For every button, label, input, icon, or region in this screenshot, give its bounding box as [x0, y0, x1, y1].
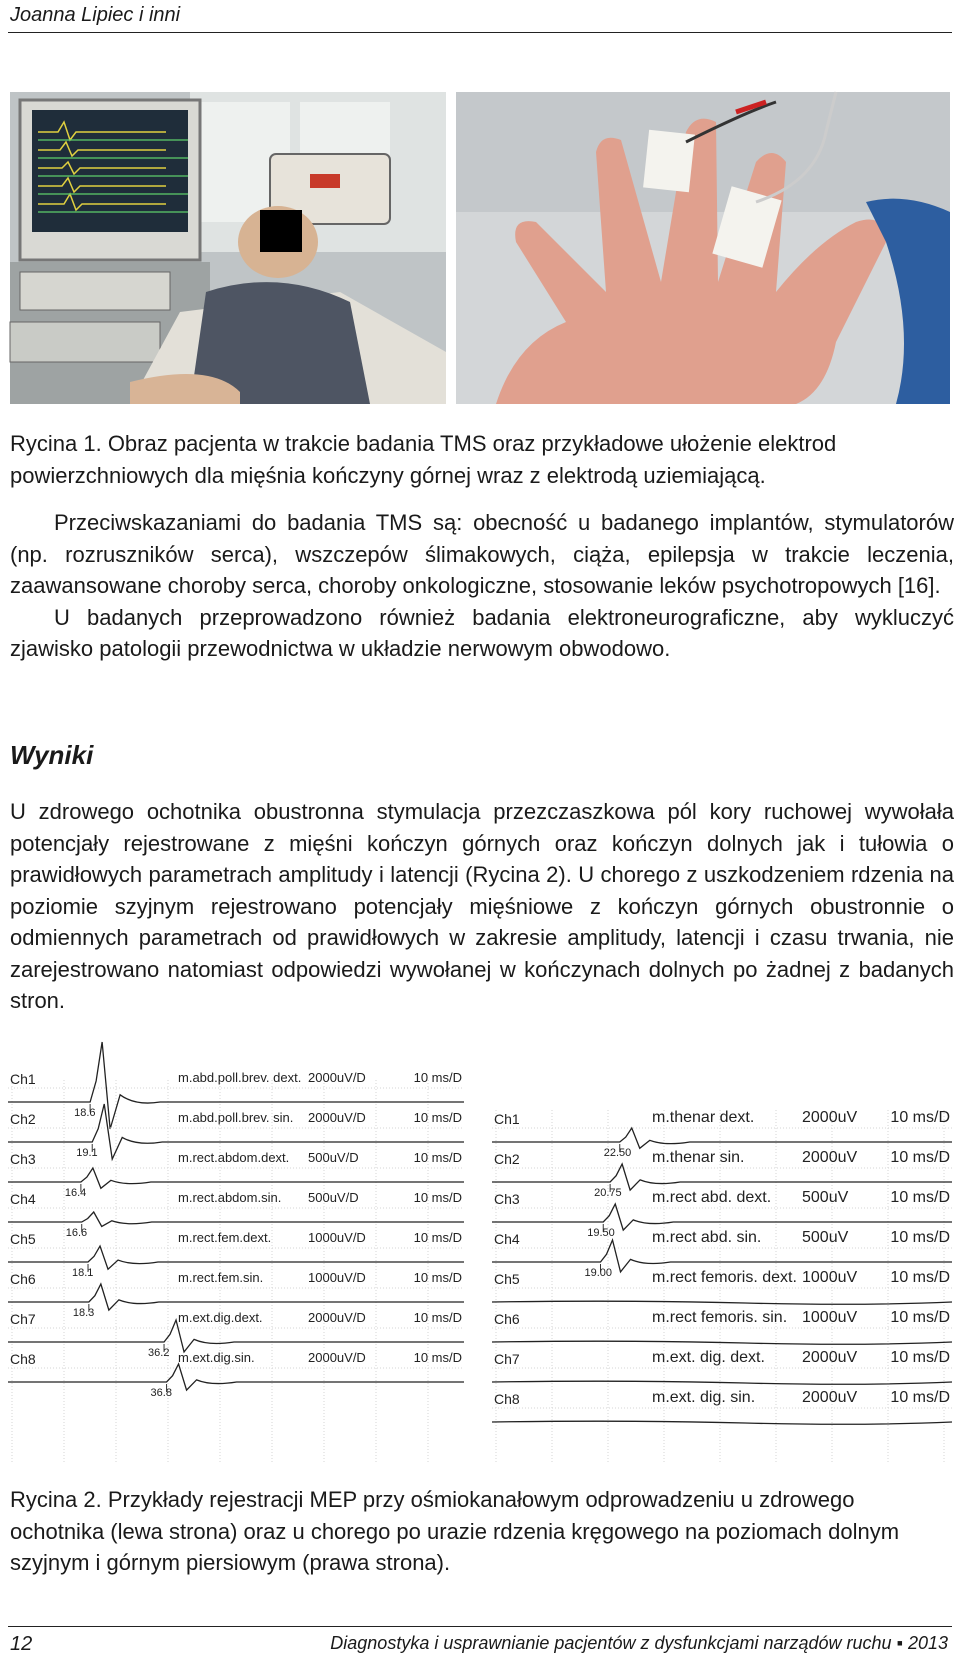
- mep-trace: [8, 1246, 464, 1269]
- timebase-label: 10 ms/D: [413, 1350, 462, 1365]
- gain-label: 1000uV/D: [308, 1270, 366, 1285]
- mep-right-recording: [492, 1110, 952, 1462]
- gain-label: 500uV/D: [308, 1190, 359, 1205]
- muscle-label: m.thenar sin.: [652, 1149, 745, 1166]
- latency-label: 18.6: [74, 1107, 96, 1119]
- timebase-label: 10 ms/D: [890, 1389, 950, 1406]
- channel-label: Ch3: [494, 1191, 520, 1207]
- muscle-label: m.rect.fem.sin.: [178, 1270, 264, 1285]
- timebase-label: 10 ms/D: [890, 1189, 950, 1206]
- timebase-label: 10 ms/D: [413, 1310, 462, 1325]
- latency-label: 36.8: [150, 1387, 172, 1399]
- muscle-label: m.rect.abdom.dext.: [178, 1150, 290, 1165]
- channel-5: [492, 1269, 952, 1304]
- channel-8: [492, 1389, 952, 1424]
- mep-trace: [492, 1128, 952, 1148]
- running-footer: [8, 1626, 952, 1657]
- body-text-2: [10, 796, 954, 1017]
- gain-label: 2000uV: [802, 1149, 858, 1166]
- gain-label: 1000uV/D: [308, 1230, 366, 1245]
- timebase-label: 10 ms/D: [890, 1349, 950, 1366]
- channel-label: Ch8: [494, 1391, 520, 1407]
- paragraph-electroneurography: U badanych przeprowadzono również badania elektroneurograficzne, aby wykluczyć zjawisko patologii przewodnictwa w układzie nerwowym obwodowo.: [10, 604, 954, 661]
- timebase-label: 10 ms/D: [890, 1109, 950, 1126]
- latency-label: 16.4: [64, 1187, 87, 1199]
- mep-trace: [492, 1301, 952, 1304]
- mep-trace: [8, 1212, 464, 1227]
- gain-label: 1000uV: [802, 1309, 858, 1326]
- patient-photo: [10, 92, 446, 404]
- muscle-label: m.ext.dig.sin.: [178, 1350, 255, 1365]
- header-authors: Joanna Lipiec i inni: [10, 4, 181, 26]
- timebase-label: 10 ms/D: [890, 1229, 950, 1246]
- channel-8: [8, 1350, 464, 1399]
- latency-label: 18.1: [72, 1267, 94, 1279]
- channel-label: Ch6: [494, 1311, 520, 1327]
- muscle-label: m.rect.fem.dext.: [178, 1230, 272, 1245]
- channel-label: Ch8: [10, 1351, 36, 1367]
- muscle-label: m.thenar dext.: [652, 1109, 755, 1126]
- gain-label: 2000uV: [802, 1109, 858, 1126]
- channel-label: Ch4: [494, 1231, 520, 1247]
- gain-label: 2000uV: [802, 1349, 858, 1366]
- latency-label: 22.50: [603, 1147, 632, 1159]
- muscle-label: m.abd.poll.brev. dext.: [178, 1070, 302, 1085]
- timebase-label: 10 ms/D: [890, 1149, 950, 1166]
- channel-label: Ch6: [10, 1271, 36, 1287]
- mep-left-recording: [8, 1070, 464, 1462]
- channel-label: Ch5: [494, 1271, 520, 1287]
- latency-label: 19.50: [587, 1227, 615, 1239]
- muscle-label: m.rect femoris. dext.: [652, 1269, 797, 1286]
- channel-label: Ch1: [10, 1071, 36, 1087]
- timebase-label: 10 ms/D: [890, 1309, 950, 1326]
- timebase-label: 10 ms/D: [890, 1269, 950, 1286]
- mep-trace: [492, 1421, 952, 1424]
- gain-label: 500uV: [802, 1229, 849, 1246]
- page-number: 12: [10, 1633, 33, 1655]
- timebase-label: 10 ms/D: [413, 1070, 462, 1085]
- latency-label: 20.75: [594, 1187, 622, 1199]
- muscle-label: m.rect femoris. sin.: [652, 1309, 788, 1326]
- channel-label: Ch5: [10, 1231, 36, 1247]
- paragraph-results: U zdrowego ochotnika obustronna stymulacja przezczaszkowa pól kory ruchowej wywołała potencjały rejestrowane z mięśni kończyn górnych oraz kończyn dolnych jak i tułowia o prawidłowych parametrach amplitudy i latencji (Rycina 2). U chorego z uszkodzeniem rdzenia na poziomie szyjnym rejestrowano potencjały mięśniowe z kończyn górnych obustronnie o odmiennych parametrach od prawidłowych w zakresie amplitudy, latencji i czasu trwania, nie zarejestrowano natomiast odpowiedzi wywołanej w kończynach dolnych po żadnej z badanych stron.: [10, 799, 954, 1013]
- body-text-1: [10, 507, 954, 665]
- gain-label: 2000uV/D: [308, 1350, 366, 1365]
- muscle-label: m.abd.poll.brev. sin.: [178, 1110, 294, 1125]
- patient-photo-illustration: [10, 92, 446, 404]
- timebase-label: 10 ms/D: [413, 1230, 462, 1245]
- channel-label: Ch2: [10, 1111, 36, 1127]
- gain-label: 2000uV/D: [308, 1070, 366, 1085]
- channel-label: Ch4: [10, 1191, 36, 1207]
- gain-label: 2000uV/D: [308, 1310, 366, 1325]
- mep-right-panel: [492, 1110, 952, 1462]
- timebase-label: 10 ms/D: [413, 1110, 462, 1125]
- muscle-label: m.ext.dig.dext.: [178, 1310, 263, 1325]
- gain-label: 2000uV/D: [308, 1110, 366, 1125]
- latency-label: 18.3: [72, 1307, 95, 1319]
- muscle-label: m.ext. dig. dext.: [652, 1349, 765, 1366]
- hand-electrodes-photo: [456, 92, 950, 404]
- gain-label: 2000uV: [802, 1389, 858, 1406]
- hand-photo-illustration: [456, 92, 950, 404]
- mep-trace: [492, 1341, 952, 1344]
- timebase-label: 10 ms/D: [413, 1270, 462, 1285]
- latency-label: 19.00: [584, 1267, 613, 1279]
- mep-trace: [492, 1381, 952, 1384]
- channel-label: Ch7: [10, 1311, 36, 1327]
- running-header: [8, 0, 952, 33]
- timebase-label: 10 ms/D: [413, 1190, 462, 1205]
- channel-label: Ch3: [10, 1151, 36, 1167]
- channel-label: Ch2: [494, 1151, 520, 1167]
- channel-label: Ch1: [494, 1111, 520, 1127]
- gain-label: 500uV/D: [308, 1150, 359, 1165]
- muscle-label: m.rect.abdom.sin.: [178, 1190, 282, 1205]
- timebase-label: 10 ms/D: [413, 1150, 462, 1165]
- channel-6: [492, 1309, 952, 1344]
- mep-trace: [8, 1168, 464, 1188]
- journal-title: Diagnostyka i usprawnianie pacjentów z dysfunkcjami narządów ruchu ▪ 2013: [330, 1633, 948, 1653]
- muscle-label: m.ext. dig. sin.: [652, 1389, 756, 1406]
- muscle-label: m.rect abd. sin.: [652, 1229, 762, 1246]
- section-heading-results: Wyniki: [10, 740, 94, 770]
- paragraph-contraindications: Przeciwskazaniami do badania TMS są: obecność u badanego implantów, stymulatorów (np. rozruszników serca), wszczepów ślimakowych, ciąża, epilepsja w trakcie leczenia, zaawansowane choroby serca, choroby onkologiczne, stosowanie leków psychotropowych [16].: [10, 510, 954, 598]
- gain-label: 1000uV: [802, 1269, 858, 1286]
- channel-label: Ch7: [494, 1351, 520, 1367]
- latency-label: 16.6: [65, 1227, 88, 1239]
- channel-7: [492, 1349, 952, 1384]
- figure1-caption: Rycina 1. Obraz pacjenta w trakcie badania TMS oraz przykładowe ułożenie elektrod powierzchniowych dla mięśnia kończyny górnej wraz z elektrodą uziemiającą.: [10, 431, 837, 488]
- latency-label: 19.1: [76, 1147, 98, 1159]
- muscle-label: m.rect abd. dext.: [652, 1189, 772, 1206]
- mep-left-panel: [8, 1070, 464, 1462]
- latency-label: 36.2: [148, 1347, 170, 1359]
- figure2-caption: Rycina 2. Przykłady rejestracji MEP przy ośmiokanałowym odprowadzeniu u zdrowego ochotnika (lewa strona) oraz u chorego po urazie rdzenia kręgowego na poziomach dolnym szyjnym i górnym piersiowym (prawa strona).: [10, 1487, 900, 1575]
- gain-label: 500uV: [802, 1189, 849, 1206]
